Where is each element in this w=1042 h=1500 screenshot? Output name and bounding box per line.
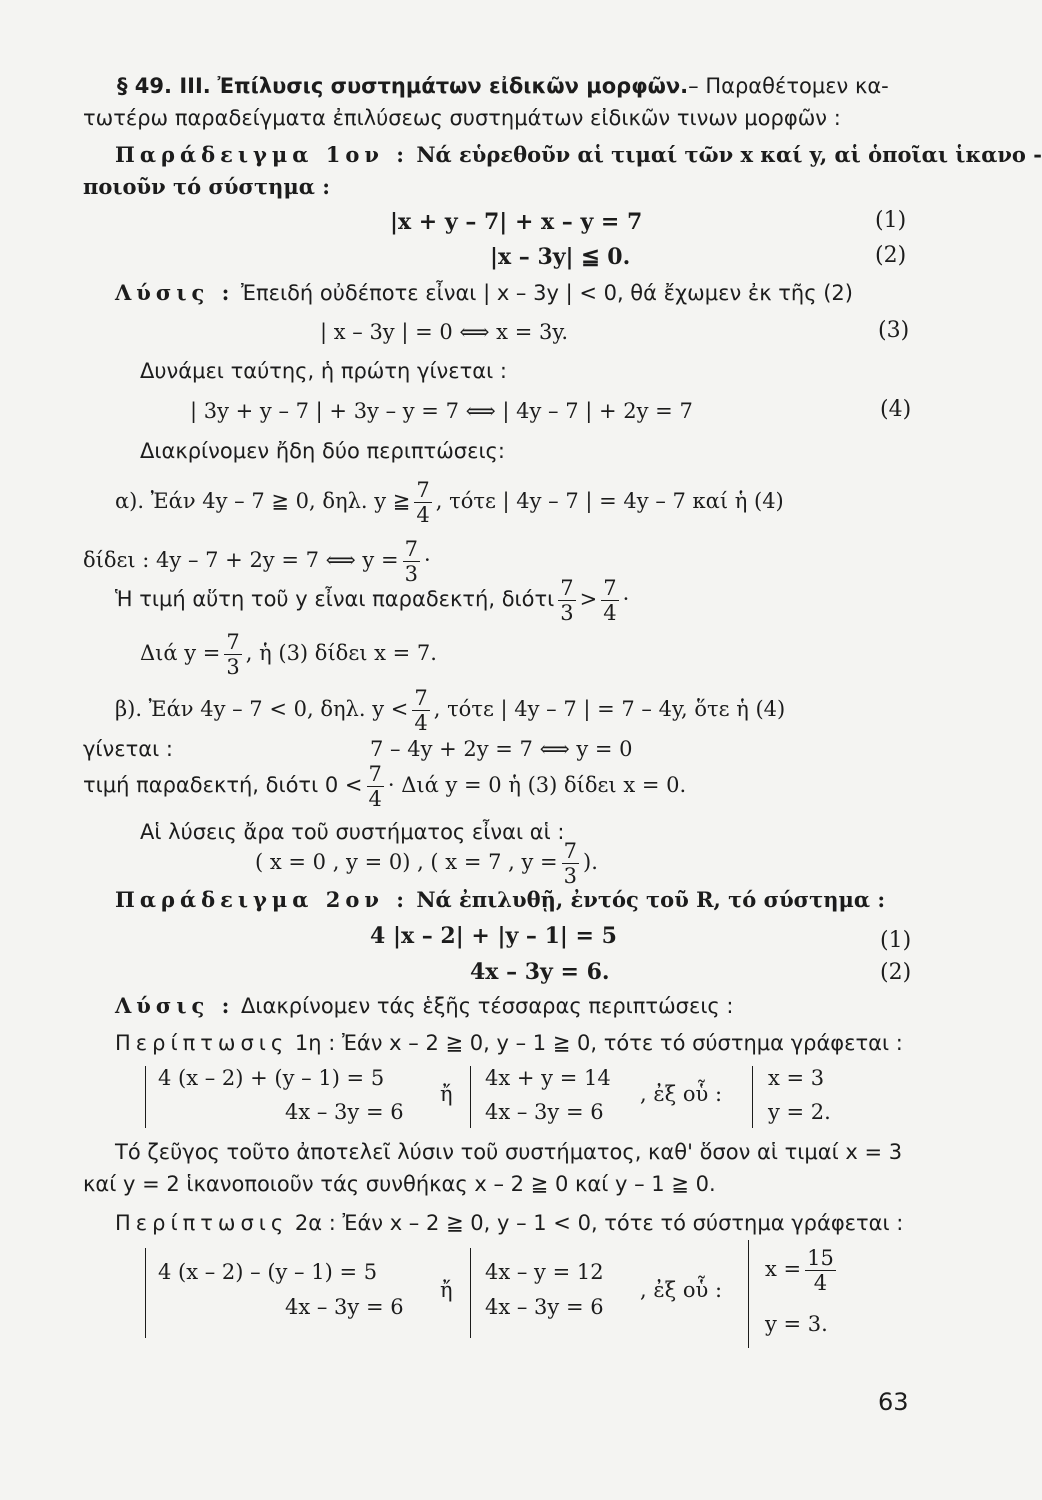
case-2-result-x: x = $\frac{15}{4}$ [765, 1245, 834, 1295]
section-title: Ἐπίλυσις συστημάτων εἰδικῶν μορφῶν. [217, 74, 689, 98]
ex1-solution-line-3: Διακρίνομεν ἤδη δύο περιπτώσεις: [140, 439, 505, 463]
case-2-bar-middle [470, 1248, 471, 1338]
ex1-equation-4-number: (4) [880, 397, 912, 422]
ex1-solution-line-1: Λύσις : Ἐπειδή οὐδέποτε εἶναι | x – 3y | < 0, θά ἔχωμεν ἐκ τῆς (2) [115, 280, 853, 305]
example-2-label: Παράδειγμα 2ον : [115, 887, 410, 912]
example-1-label: Παράδειγμα 1ον : [115, 142, 410, 167]
ex1-equation-1: |x + y – 7| + x – y = 7 [390, 209, 643, 235]
case-1-result-x: x = 3 [768, 1066, 825, 1090]
ex1-answer: ( x = 0 , y = 0) , ( x = 7 , y = $\frac{7}{3}$ ). [255, 838, 598, 888]
ex2-equation-2: 4x – 3y = 6. [470, 959, 610, 985]
case-a-line-3: Ἡ τιμή αὕτη τοῦ y εἶναι παραδεκτή, διότι $\frac{7}{3}$ > $\frac{7}{4}$ · [115, 575, 630, 625]
case-1-left-eq-2: 4x – 3y = 6 [285, 1100, 404, 1124]
case-2-heading: Περίπτωσις 2α : Ἐάν x – 2 ≧ 0, y – 1 < 0, τότε τό σύστημα γράφεται : [115, 1211, 904, 1235]
ex1-equation-4: | 3y + y – 7 | + 3y – y = 7 ⟺ | 4y – 7 | + 2y = 7 [190, 399, 693, 423]
ex1-equation-3-number: (3) [878, 318, 910, 343]
case-b-line-1: β). Ἐάν 4y – 7 < 0, δηλ. y < $\frac{7}{4}$ , τότε | 4y – 7 | = 7 – 4y, ὅτε ἡ (4) [115, 685, 786, 735]
ex1-solution-label: Λύσις : [115, 280, 235, 305]
ex2-equation-1-number: (1) [880, 928, 912, 953]
section-heading [117, 72, 889, 100]
case-2-left-eq-1: 4 (x – 2) – (y – 1) = 5 [158, 1260, 378, 1284]
case-2-bar-left [145, 1248, 146, 1338]
case-2-or: ἤ [440, 1278, 453, 1302]
case-2-bar-right [748, 1240, 749, 1348]
intro-text-1: – Παραθέτομεν κα- [688, 74, 889, 98]
case-1-bar-middle [470, 1066, 471, 1128]
case-1-heading: Περίπτωσις 1η : Ἐάν x – 2 ≧ 0, y – 1 ≧ 0, τότε τό σύστημα γράφεται : [115, 1031, 903, 1055]
fraction-7-3: $\frac{7}{3}$ [404, 536, 418, 586]
fraction-7-4: $\frac{7}{4}$ [416, 477, 430, 527]
fraction-7-3: $\frac{7}{3}$ [563, 838, 577, 888]
case-2-from: , ἐξ οὗ : [640, 1278, 723, 1302]
fraction-7-3: $\frac{7}{3}$ [226, 629, 240, 679]
fraction-7-3: $\frac{7}{3}$ [560, 575, 574, 625]
fraction-7-4: $\frac{7}{4}$ [603, 575, 617, 625]
ex2-solution-label: Λύσις : [115, 993, 235, 1018]
case-a-line-2: δίδει : 4y – 7 + 2y = 7 ⟺ y = $\frac{7}{3}$ · [83, 536, 431, 586]
ex2-equation-2-number: (2) [880, 960, 912, 985]
fraction-7-4: $\frac{7}{4}$ [414, 685, 428, 735]
intro-text-2: τωτέρω παραδείγματα ἐπιλύσεως συστημάτων εἰδικῶν τινων μορφῶν : [83, 106, 841, 130]
case-1-mid-eq-2: 4x – 3y = 6 [485, 1100, 604, 1124]
case-a-line-4: Διά y = $\frac{7}{3}$ , ἡ (3) δίδει x = 7. [140, 629, 437, 679]
case-1-mid-eq-1: 4x + y = 14 [485, 1066, 611, 1090]
case-1-from: , ἐξ οὗ : [640, 1082, 723, 1106]
case-b-line-2: γίνεται : [83, 737, 173, 761]
ex1-equation-1-number: (1) [875, 208, 907, 233]
ex1-equation-2-number: (2) [875, 243, 907, 268]
case-1-or: ἤ [440, 1082, 453, 1106]
page-number: 63 [878, 1388, 909, 1416]
case-1-remark-2: καί y = 2 ἱκανοποιοῦν τάς συνθήκας x – 2 ≧ 0 καί y – 1 ≧ 0. [83, 1172, 716, 1196]
example-1-task-line-1: Νά εὑρεθοῦν αἱ τιμαί τῶν x καί y, αἱ ὁποῖαι ἱκανο - [416, 142, 1042, 167]
case-1-left-eq-1: 4 (x – 2) + (y – 1) = 5 [158, 1066, 385, 1090]
ex2-equation-1: 4 |x – 2| + |y – 1| = 5 [370, 923, 617, 949]
example-1-task [115, 141, 1042, 169]
ex1-conclusion: Αἱ λύσεις ἄρα τοῦ συστήματος εἶναι αἱ : [140, 820, 565, 844]
case-1-result-y: y = 2. [768, 1100, 831, 1124]
case-1-remark-1: Τό ζεῦγος τοῦτο ἀποτελεῖ λύσιν τοῦ συστήματος, καθ' ὅσον αἱ τιμαί x = 3 [115, 1140, 903, 1164]
ex1-equation-2: |x – 3y| ≦ 0. [490, 244, 631, 270]
case-1-bar-right [752, 1066, 753, 1128]
fraction-15-4: $\frac{15}{4}$ [807, 1245, 834, 1295]
case-2-result-y: y = 3. [765, 1312, 828, 1336]
fraction-7-4: $\frac{7}{4}$ [368, 761, 382, 811]
case-2-mid-eq-2: 4x – 3y = 6 [485, 1295, 604, 1319]
case-2-mid-eq-1: 4x – y = 12 [485, 1260, 604, 1284]
ex1-equation-3: | x – 3y | = 0 ⟺ x = 3y. [320, 320, 569, 344]
case-a-line-1: α). Ἐάν 4y – 7 ≧ 0, δηλ. y ≧ $\frac{7}{4}$ , τότε | 4y – 7 | = 4y – 7 καί ἡ (4) [115, 477, 784, 527]
example-2-task: Παράδειγμα 2ον : Νά ἐπιλυθῇ, ἐντός τοῦ R, τό σύστημα : [115, 887, 886, 912]
case-2-left-eq-2: 4x – 3y = 6 [285, 1295, 404, 1319]
case-b-line-3: τιμή παραδεκτή, διότι 0 < $\frac{7}{4}$ · Διά y = 0 ἡ (3) δίδει x = 0. [83, 761, 687, 811]
ex1-solution-line-2: Δυνάμει ταύτης, ἡ πρώτη γίνεται : [140, 359, 507, 383]
ex2-solution-line-1: Λύσις : Διακρίνομεν τάς ἑξῆς τέσσαρας περιπτώσεις : [115, 993, 734, 1018]
case-b-equation: 7 – 4y + 2y = 7 ⟺ y = 0 [370, 737, 633, 761]
case-1-bar-left [145, 1066, 146, 1128]
section-number: § 49. III. [117, 74, 211, 98]
example-1-task-line-2: ποιοῦν τό σύστημα : [83, 174, 330, 199]
